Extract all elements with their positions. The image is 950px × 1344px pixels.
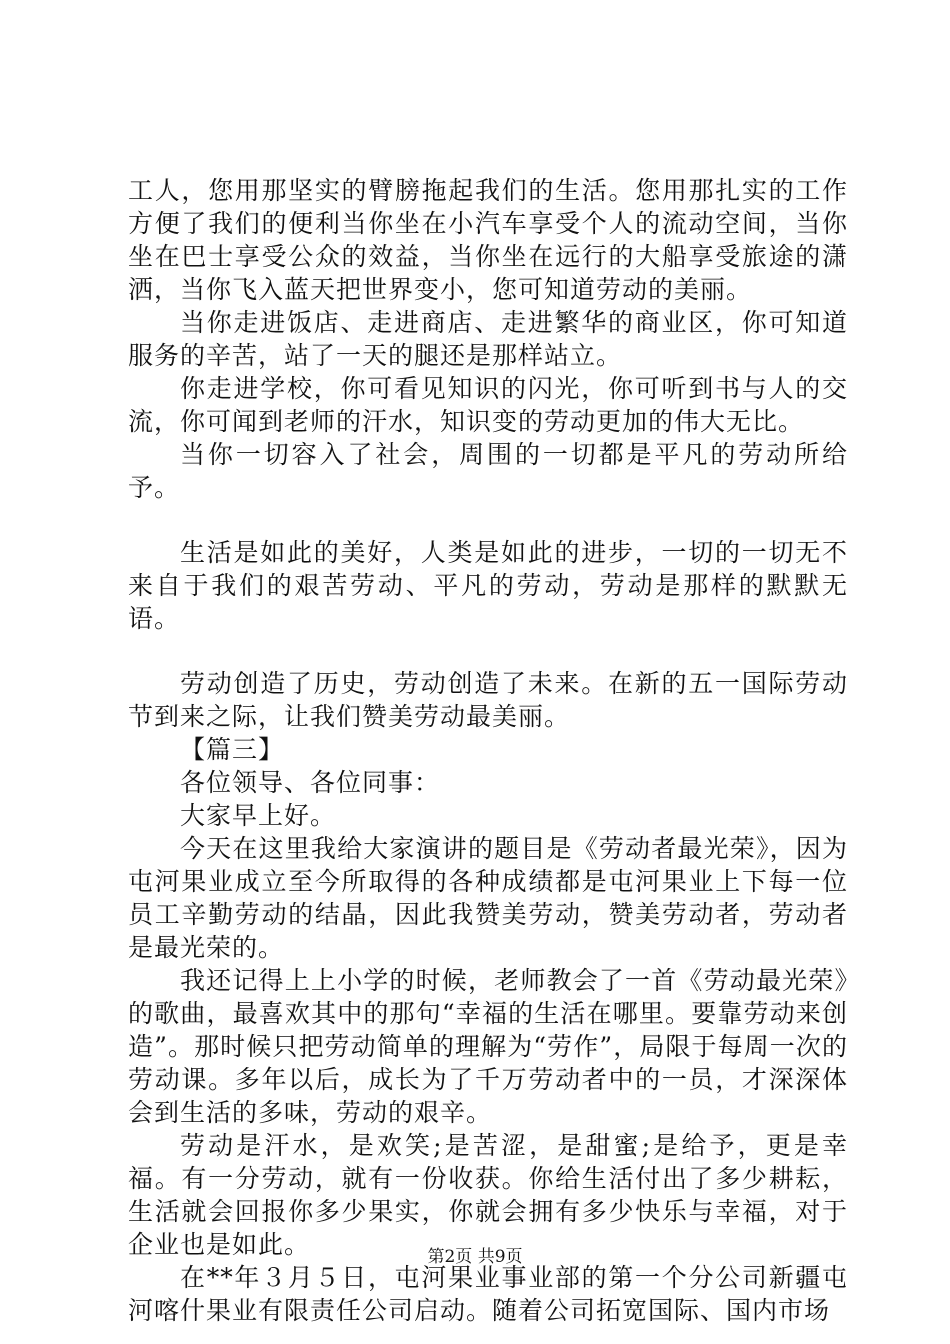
paragraph-spacer <box>128 504 848 536</box>
page-number: 第2页 共9页 <box>427 1247 523 1267</box>
paragraph: 在**年３月５日，屯河果业事业部的第一个分公司新疆屯河喀什果业有限责任公司启动。随着公司拓宽国际、国内市场 <box>128 1263 848 1325</box>
paragraph: 劳动创造了历史，劳动创造了未来。在新的五一国际劳动节到来之际，让我们赞美劳动最美丽。 <box>128 669 848 731</box>
paragraph: 生活是如此的美好，人类是如此的进步，一切的一切无不来自于我们的艰苦劳动、平凡的劳动，劳动是那样的默默无语。 <box>128 538 848 633</box>
paragraph: 当你走进饭店、走进商店、走进繁华的商业区，你可知道服务的辛苦，站了一天的腿还是那样站立。 <box>128 308 848 370</box>
paragraph: 我还记得上上小学的时候，老师教会了一首《劳动最光荣》的歌曲，最喜欢其中的那句“幸福的生活在哪里。要靠劳动来创造”。那时候只把劳动简单的理解为“劳作”，局限于每周一次的劳动课。多年以后，成长为了千万劳动者中的一员，才深深体会到生活的多味，劳动的艰辛。 <box>128 966 848 1127</box>
paragraph: 劳动是汗水，是欢笑;是苦涩，是甜蜜;是给予，更是幸福。有一分劳动，就有一份收获。你给生活付出了多少耕耘，生活就会回报你多少果实，你就会拥有多少快乐与幸福，对于企业也是如此。 <box>128 1131 848 1259</box>
paragraph: 你走进学校，你可看见知识的闪光，你可听到书与人的交流，你可闻到老师的汗水，知识变的劳动更加的伟大无比。 <box>128 374 848 436</box>
greeting: 大家早上好。 <box>180 801 337 830</box>
document-body <box>128 174 848 1327</box>
section-heading: 【篇三】 <box>180 735 285 764</box>
salutation: 各位领导、各位同事： <box>180 768 441 797</box>
paragraph-spacer <box>128 635 848 667</box>
paragraph: 今天在这里我给大家演讲的题目是《劳动者最光荣》，因为屯河果业成立至今所取得的各种成绩都是屯河果业上下每一位员工辛勤劳动的结晶，因此我赞美劳动，赞美劳动者，劳动者是最光荣的。 <box>128 834 848 962</box>
paragraph: 当你一切容入了社会，周围的一切都是平凡的劳动所给予。 <box>128 440 848 502</box>
paragraph: 工人，您用那坚实的臂膀拖起我们的生活。您用那扎实的工作方便了我们的便利当你坐在小汽车享受个人的流动空间，当你坐在巴士享受公众的效益，当你坐在远行的大船享受旅途的潇洒，当你飞入蓝天把世界变小，您可知道劳动的美丽。 <box>128 176 848 304</box>
